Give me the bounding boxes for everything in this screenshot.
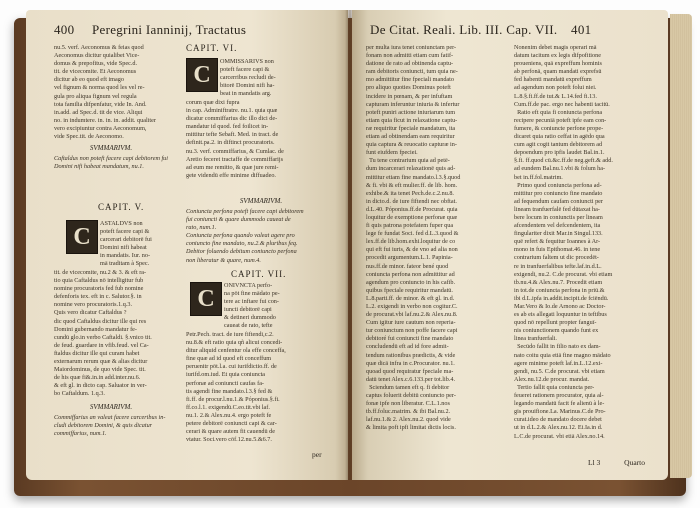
right-page-number: 401	[571, 22, 592, 37]
summarium-3-text: Coniuncta perfona poteft facere capi debitorem fui coniuncti & quare dummodo caueat de rato, num.1. Coniuncta perfona quando valeat agere pro coniuncto fine mandato, nu.2.& pluribus feq. Debitor foluendo debitum coniuncto perfona non liberatur & quare, num.4.	[186, 208, 304, 264]
left-catchword: per	[312, 450, 322, 459]
decorated-initial-3: C	[190, 282, 222, 316]
summarium-1-text: Caftaldus non poteft facere capi debitorem fui Domini nifi habeat mandatum, nu.1.	[54, 155, 168, 171]
left-page-number: 400	[54, 22, 75, 37]
caput-vi-heading: CAPIT. VI.	[186, 43, 238, 53]
right-col-text-2: Nonenim debet magis operari mā datum tacitum ex legis difpofitione proueniens, quā expreffum hominis ab perfonā, quam mandati exprefsū fed habenti mandatū expreffum ad agendum non poteft folui niei. L.8.§.fi.ff.de tut.& L.14.fed fi.13. Cum.ff.de pac. ergo nec habenti tacitū. Ratio eft quia fi coniuncta perfona recipere pecuniā poteft ipfe eam con- fumere, & coniuncte perfone prope- dicaret quia ratio ceffat in agēdo qua cum agit cogit tantum debitorem ad depoendum pro ipfis laudet Bal.in.1. §.fi. ff.quod cū.&c.ff.de neg.geft.& add. ad eundem Bal.nu.1.vbi & folum ha- bet in.ff.fol.matrim. Primo quod coniuncta perfona ad- mittitur pro coniuncto fine mandato ad fequendum caufam coniuncti per lineam tranfuerfalē fed dūtaxat ha- bere locum in coniunctis per lineam afcendentem vel defcendentem, ita fingulariter dixit Mar.in Singul.133. quē refert & fequitur Ioannes à Ar- mono in fuis Epithomat.46. in tene contrarium faltem ut dic procedēt- re in tranfuerfalibus tefte.laf.in.d.L. exigendi, nu.2. C.de procurat. vbi etiam tb.nu.4.& Alex.nu.7. Procedit etiam in tot.de coniuncta perfona in priū.& ibi d.L.ipfa in.addit.incipit.de fciēndū. Mar.Vero & Io.de Arnono ac Doctor- es ab eis allegati loquuntur in teftibus quod nō repellunt propter fanguī- nis coniunctionem quando funt ex linea tranfuerfali. Secūdo fallit in filio nato ex dam- nato coitu quia etiā fine magno mādato agere minime poteft laf.in.L.12.exi- gendi, nu.5. C.de procurat. vbi etiam Alex.nu.12.de procur. mandat. Tertio fallit quia coniuncta per- feueret rationem procurator, quia al- legando mandatū facit fe alienū à le- gis prouifione.La. Marinus.C.de Pro- curat.ideo de mandato docere debet ut in d.L.2.& Alex.nu.12. Ei.Ia.in d. L.C.de procurat. vbi etiā Alex.no.14.	[514, 44, 613, 440]
right-catchword: Quarto	[624, 458, 645, 467]
summarium-2-label: SVMMARIVM.	[89, 403, 133, 411]
left-head-title: Peregrini Ianninij, Tractatus	[91, 22, 247, 37]
summarium-2-text: Commiffarius an valeat facere carceribus in- cludi debitorem Domini, & quis dicatur commiffarius, num.1.	[54, 414, 166, 438]
left-col-text-7: Petr.Pech. tract. de iure fiftendi,c.2. nu.8.& eft ratio quia qñ alicui concedi- ditur aliquid cenfentur ola effe conceffa, fine quæ ad id quod eft conceffum peruenitr pōt.l.a. cui iurifdictio.ff. de iurifd.om.iud. Et quia coniuncta perfonæ ad coniuncti caufas fa- tis agendi fine mandato.l.3.§ fed & fi.ff. de procur.l.nu.1.& Póponius.§.fi. ff.co.l.1. exigendū.C.eo.tit.vbi laf. nu.1. 2.& Alex.nu.4. ergo poteft fe petere debitorē coniuncti capi & car- cerari & quare autem fit cauendū de vtatur. Soci.vero cōf.12.nu.5.&6.7.	[186, 331, 286, 444]
right-page	[352, 10, 668, 480]
caput-v-heading: CAPIT. V.	[98, 202, 145, 212]
left-col-text-5: tit. de vicecomite, nu.2 & 3. & eft ra- tio quia Caftaldus nō intelligitur fub nomine procuratoris fed fub nomine defenforis tex. eft in c. Salutor.§. in nomine vero procuratoris.1.q.3. Quis vero dicatur Caftaldus ? dic quod Caftaldus dicitur ille qui res Domini gubernando mandatur fe- cundū glo.in verbo Caftaldi. §.vnico tit. de feud. guardare in vfib.feud. vel Ca- ftaldus dicitur ille qui curam habet externarum rerum quæ & alias dicitur Maiordominus, de quo vide Spec. tit. de his quæ fi&.in.in add.inter.nu.6. & eft gl. in dicto cap. Saluator in ver- bo Caftaldum. 1.q.3.	[54, 269, 152, 398]
summarium-1-label: SVMMARIVM.	[89, 144, 133, 152]
decorated-initial-1: C	[186, 58, 218, 92]
right-running-head	[370, 22, 591, 38]
left-page	[26, 10, 348, 480]
right-signature	[588, 458, 645, 467]
caput-vii-heading: CAPIT. VII.	[231, 269, 287, 279]
summarium-3-label: SVMMARIVM.	[239, 197, 283, 205]
right-head-title: De Citat. Reali. Lib. III. Cap. VII.	[370, 22, 558, 37]
page-edges	[670, 14, 692, 478]
left-running-head	[54, 22, 246, 38]
left-col-text-1: nu.5. verf. Aeconomus & feias quod Aeconomus dicitur quialibet Vice- domus & prepofitus, vide Spec.d. tit. de vicecomite. Et Aeconomus dicitur ab eo quod eft imago vel fignum & norma quod les vel re- gula pro aliqua fignum vel regula tota familia difpenfatur, vide In. And. in.add. ad Spec.d. tit de vice. Aliqui no. in indumtere. in. in. in. addit. qualiter vero excipiuntur contra Aeconomum, vide Spec.tit. de Aeconomo.	[54, 44, 156, 141]
left-col-text-3: corum quæ dixi fupra in cap. Adminiftratre. nu.1. quia quæ dicatur commiffarius dic illo dici de- mandatur id quod. fed foilicet in- mittitur tefte Sebaft. Med. in tract. de definit.pa.2. in diftinct procuratoris. nu.3. verf. commiffarius, & Cumlac. de Aretio feceret tractaffe de commiffarijs ad eum me remitto, & quæ jure remi- gete videndū effe minime diffuadeo.	[186, 99, 284, 179]
decorated-initial-2: C	[66, 220, 98, 254]
right-col-text-1: per multa iura tenet coniunctam per- fonam non admitti etiam cum fatif- datione de rato ad obtinenda captu- ram debitoris coniuncti, tum quia ne- mo admittitur fine fpeciali mandato pro aliquo quoties Dominus poteft incidere in pœnam, & per infuftam capturam inferuntur iniuria & infertur poteft puniri actione iniuriarum tum etiam quia ficut in relaxatione captu- ræ requiritur fpeciale mandatum, ita etiam ad obtinendam eam requiritur quia captura & reuocatio capturæ in- funt eiufdem fpeciei. Tu tene contrarium quia ad petē- dum incarcerari relaxationē quis ad- mittitur etiam fine mandato.l.3.§.quod & fi. vbi & eft mulier.ff. de lib. hom. exhibe.& ita tenet Pech.de.c.2.nu.8. in dicto.d. de iure fiftendi nec obftat. d.L.40. Póponius.ff.de Procurat. quia loquitur de exemptione perfonæ quæ fi quis patrona potefatem fuper qua lege fe fundat Soci. fed d.L.3.quod & lex.ff.de lib.hom.exhi.loquitur de co qui eft fui iuris, & de vno ad alia non procedit argumentum.L.1. Papinia- nus.ff.de minor. fateor bené quod coniuncta perfona non admittitur ad agendum pro coniuncto in his cafib. quibus fpeciale requiritur mandatū. L.8.parti.ff. de minor. & eft gl. in.d. L.2. exigendi in verbo non cogitur.C. de procurat.vbi laf.nu.2.& Alex.nu.8. Cum igitur iure cautum non reperia- tur coniunctum non poffe facere capi debitoré fui coniuncti fine mandato concludendū eft ad id fore admit- tendum rationibus prædictis, & vide quæ dicā infra in c.Procurator. nu.1. quoad quod requiratur fpeciale ma- datū tenet Alex.c.6.133.per tot.lib.4. Sciendum tamen eft q. fi debitor captus foluerit debitū coniuncto per- fonæ ipfe non liberatur. C.L.1.nos tb.ff.foluc.matrim. & ibi Bal.nu.2. laf.nu.1.& 2. Alex.nu.2. quod vide & limita poft ipfi limitat dictis locis.	[366, 44, 461, 432]
left-col-text-6: ONIVNCTA perfo- na pōt fine mādato pe- tere ac inftare fui con- iuncti debitorē capi & detineri dummodo caueat de rato, tefte	[224, 282, 280, 330]
left-col-text-2: OMMISSARIVS non poteft facere capi & carcerribus recludi de- bitorē Domini nifi ha- beat in mandatis arg.	[220, 58, 276, 98]
signature-mark: Ll 3	[588, 458, 601, 467]
left-col-text-4: ASTALDVS non poteft facere capi & carcerari debitorē fui Domini nifi habeat in mandatis. Iur. no- mā traditam à Spec.	[100, 220, 152, 268]
